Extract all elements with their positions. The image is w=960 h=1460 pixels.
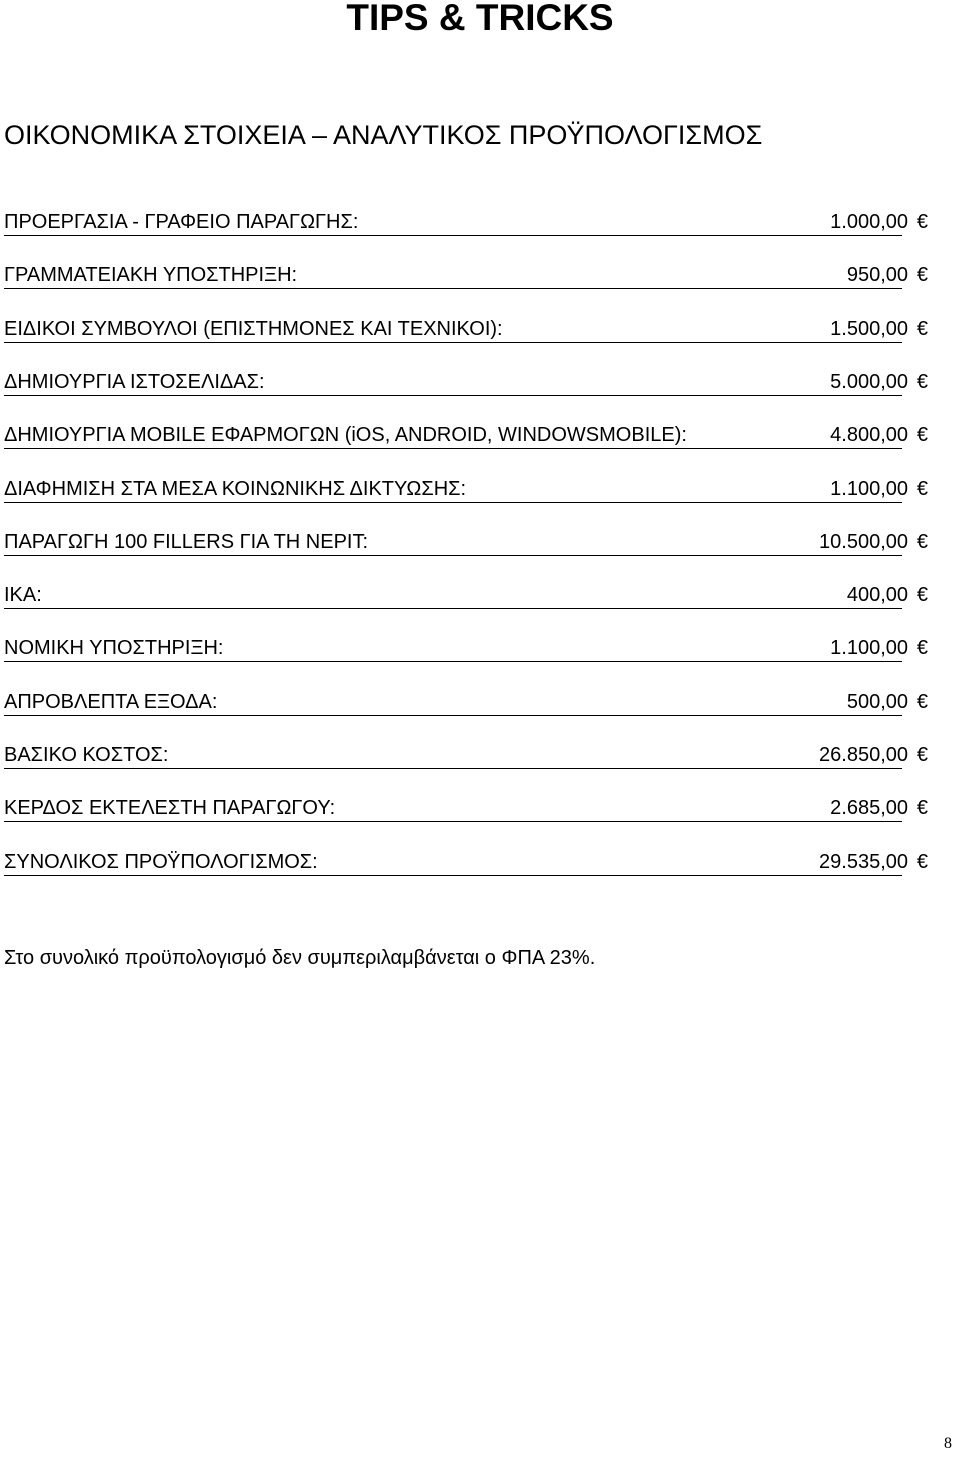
budget-item-amount: 4.800,00 <box>830 424 908 446</box>
row-underline <box>4 502 902 503</box>
euro-icon: € <box>916 637 928 659</box>
euro-icon: € <box>916 691 928 713</box>
budget-item-amount: 1.100,00 <box>830 478 908 500</box>
budget-item-label: ΣΥΝΟΛΙΚΟΣ ΠΡΟΫΠΟΛΟΓΙΣΜΟΣ: <box>4 851 318 873</box>
budget-item-label: ΑΠΡΟΒΛΕΠΤΑ ΕΞΟΔΑ: <box>4 691 218 713</box>
budget-row <box>4 796 928 826</box>
budget-item-amount: 500,00 <box>846 691 908 713</box>
budget-row <box>4 263 928 293</box>
budget-item-label: ΠΡΟΕΡΓΑΣΙΑ - ΓΡΑΦΕΙΟ ΠΑΡΑΓΩΓΗΣ: <box>4 211 359 233</box>
budget-row <box>4 850 928 880</box>
row-underline <box>4 715 902 716</box>
budget-item-label: ΓΡΑΜΜΑΤΕΙΑΚΗ ΥΠΟΣΤΗΡΙΞΗ: <box>4 264 298 286</box>
euro-icon: € <box>916 851 928 873</box>
budget-item-label: ΙΚΑ: <box>4 584 42 606</box>
budget-item-amount: 2.685,00 <box>830 797 908 819</box>
budget-row <box>4 317 928 347</box>
row-underline <box>4 342 902 343</box>
row-underline <box>4 661 902 662</box>
row-underline <box>4 608 902 609</box>
euro-icon: € <box>916 531 928 553</box>
budget-item-label: ΝΟΜΙΚΗ ΥΠΟΣΤΗΡΙΞΗ: <box>4 637 224 659</box>
euro-icon: € <box>916 744 928 766</box>
budget-row <box>4 423 928 453</box>
budget-item-amount: 10.500,00 <box>819 531 908 553</box>
budget-item-label: ΒΑΣΙΚΟ ΚΟΣΤΟΣ: <box>4 744 169 766</box>
vat-note: Στο συνολικό προϋπολογισμό δεν συμπεριλαμβάνεται ο ΦΠΑ 23%. <box>4 947 596 969</box>
budget-row <box>4 636 928 666</box>
row-underline <box>4 288 902 289</box>
budget-row <box>4 210 928 240</box>
budget-item-amount: 26.850,00 <box>819 744 908 766</box>
budget-item-label: ΕΙΔΙΚΟΙ ΣΥΜΒΟΥΛΟΙ (ΕΠΙΣΤΗΜΟΝΕΣ ΚΑΙ ΤΕΧΝΙΚΟΙ): <box>4 318 503 340</box>
row-underline <box>4 768 902 769</box>
budget-item-amount: 950,00 <box>846 264 908 286</box>
euro-icon: € <box>916 318 928 340</box>
euro-icon: € <box>916 478 928 500</box>
budget-item-amount: 5.000,00 <box>830 371 908 393</box>
budget-item-amount: 1.100,00 <box>830 637 908 659</box>
euro-icon: € <box>916 371 928 393</box>
budget-item-label: ΠΑΡΑΓΩΓΗ 100 FILLERS ΓΙΑ ΤΗ ΝΕΡΙΤ: <box>4 531 369 553</box>
euro-icon: € <box>916 211 928 233</box>
euro-icon: € <box>916 797 928 819</box>
budget-item-label: ΔΙΑΦΗΜΙΣΗ ΣΤΑ ΜΕΣΑ ΚΟΙΝΩΝΙΚΗΣ ΔΙΚΤΥΩΣΗΣ: <box>4 478 467 500</box>
budget-item-label: ΚΕΡΔΟΣ ΕΚΤΕΛΕΣΤΗ ΠΑΡΑΓΩΓΟΥ: <box>4 797 336 819</box>
budget-row <box>4 477 928 507</box>
euro-icon: € <box>916 584 928 606</box>
page-number: 8 <box>944 1435 952 1452</box>
budget-row <box>4 743 928 773</box>
row-underline <box>4 555 902 556</box>
budget-item-amount: 1.500,00 <box>830 318 908 340</box>
budget-item-label: ΔΗΜΙΟΥΡΓΙΑ ΙΣΤΟΣΕΛΙΔΑΣ: <box>4 371 265 393</box>
budget-item-amount: 400,00 <box>846 584 908 606</box>
budget-row <box>4 690 928 720</box>
budget-item-amount: 1.000,00 <box>830 211 908 233</box>
row-underline <box>4 395 902 396</box>
page-title: TIPS & TRICKS <box>346 0 614 38</box>
section-heading: ΟΙΚΟΝΟΜΙΚΑ ΣΤΟΙΧΕΙΑ – ΑΝΑΛΥΤΙΚΟΣ ΠΡΟΫΠΟΛΟΓΙΣΜΟΣ <box>4 120 763 150</box>
budget-row <box>4 583 928 613</box>
row-underline <box>4 821 902 822</box>
budget-item-amount: 29.535,00 <box>819 851 908 873</box>
row-underline <box>4 448 902 449</box>
budget-row <box>4 530 928 560</box>
budget-row <box>4 370 928 400</box>
row-underline <box>4 235 902 236</box>
budget-item-label: ΔΗΜΙΟΥΡΓΙΑ MOBILE ΕΦΑΡΜΟΓΩΝ (iOS, ANDROID, WINDOWSMOBILE): <box>4 424 687 446</box>
euro-icon: € <box>916 424 928 446</box>
euro-icon: € <box>916 264 928 286</box>
row-underline <box>4 875 902 876</box>
